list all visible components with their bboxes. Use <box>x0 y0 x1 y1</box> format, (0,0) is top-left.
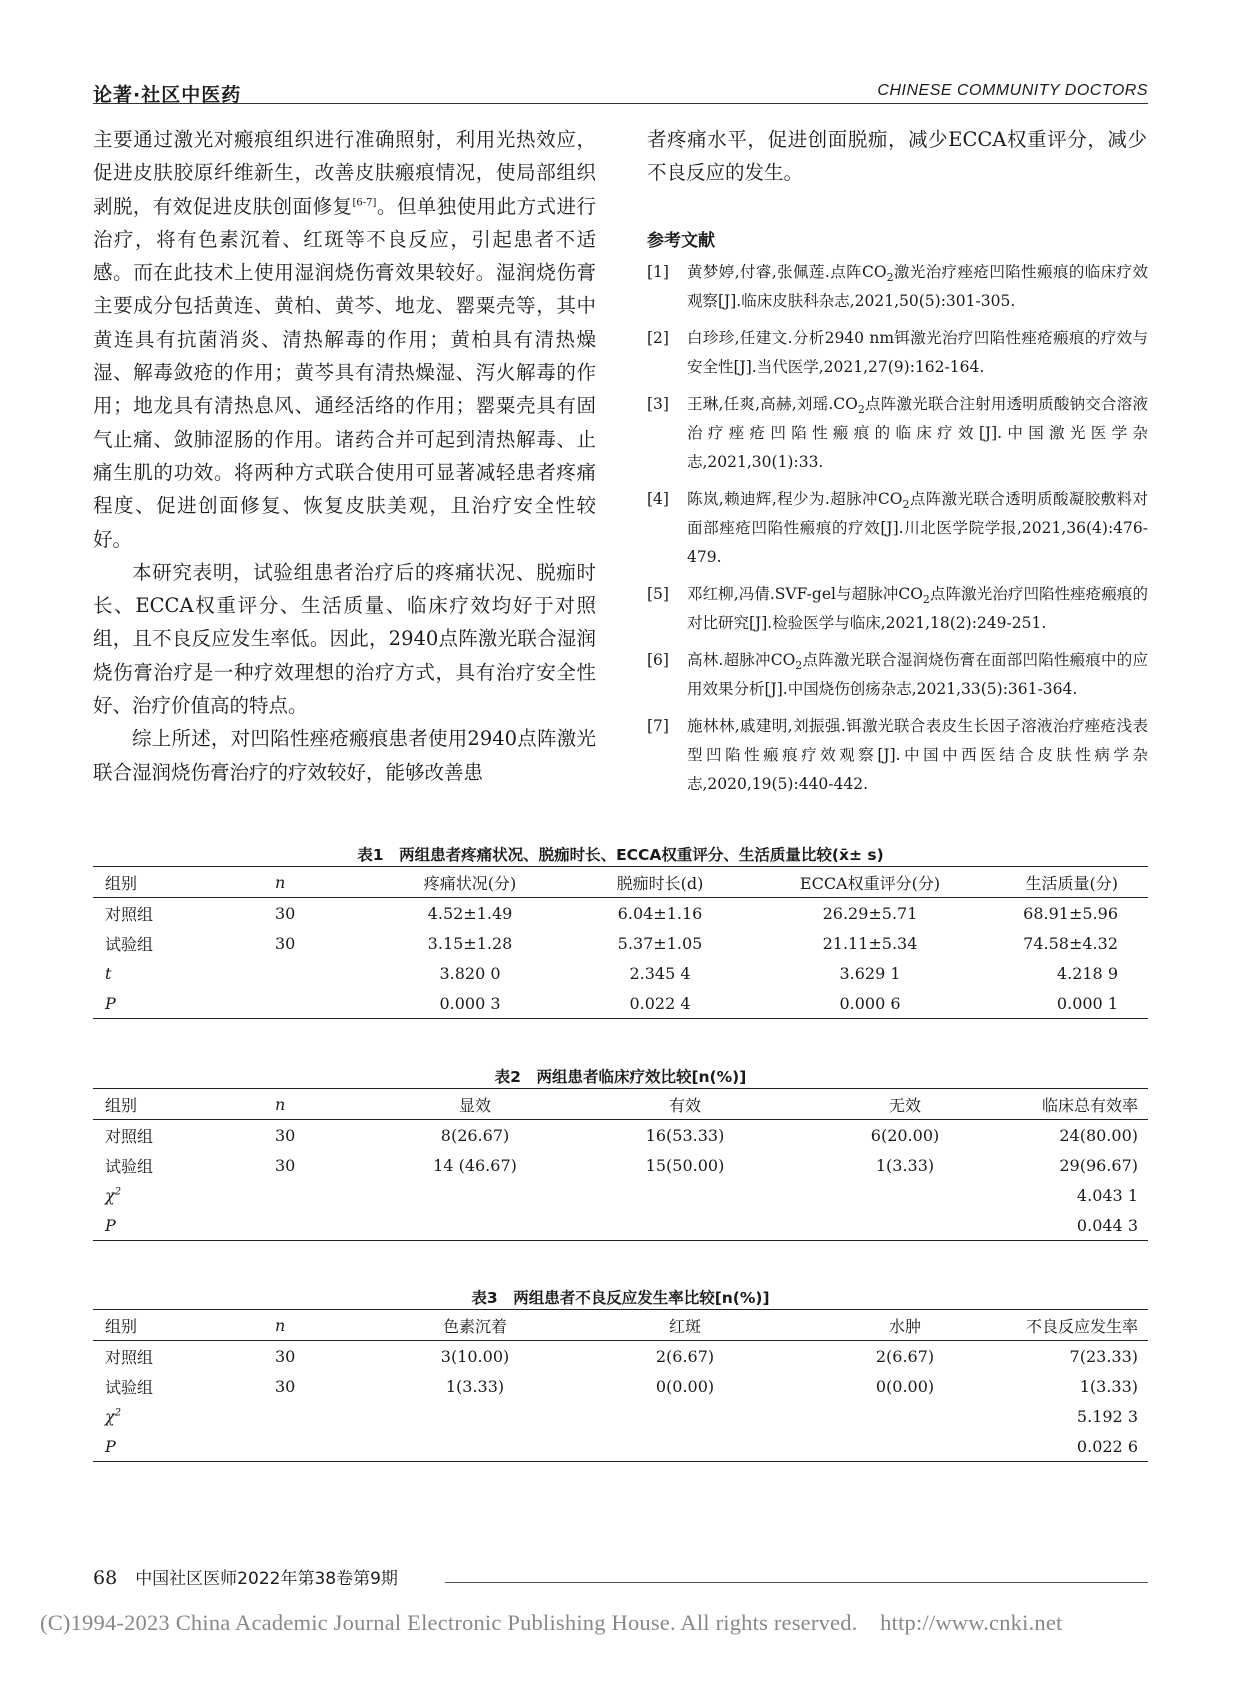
table-row <box>93 1210 1148 1241</box>
reference-number: [5] <box>647 585 669 603</box>
reference-text <box>687 712 1148 799</box>
column-header: n <box>255 867 375 898</box>
table2 <box>93 1088 1148 1241</box>
table-cell: 3.15±1.28 <box>427 933 513 953</box>
column-header: 不良反应发生率 <box>1015 1310 1148 1341</box>
table-cell: 0.044 3 <box>1015 1210 1148 1241</box>
table-cell: 0.000 1 <box>985 988 1148 1019</box>
reference-number: [2] <box>647 329 669 347</box>
table-cell: 30 <box>275 933 296 953</box>
table-cell <box>575 1210 795 1241</box>
table1-body <box>93 898 1148 1019</box>
references-title: 参考文献 <box>647 231 715 251</box>
table-cell <box>93 1401 255 1431</box>
table-row <box>93 958 1148 988</box>
table-cell: 3(10.00) <box>440 1346 510 1366</box>
reference-item <box>647 580 1148 638</box>
table-row <box>93 898 1148 929</box>
table1 <box>93 866 1148 1019</box>
table-cell <box>375 1401 575 1431</box>
table-cell: 0.000 3 <box>375 988 565 1019</box>
journal-section-label: 论著·社区中医药 <box>93 84 242 106</box>
subscript: 2 <box>857 403 865 417</box>
table-cell <box>575 1180 795 1210</box>
superscript: 2 <box>114 1186 122 1198</box>
table-cell: 0.022 6 <box>1015 1431 1148 1462</box>
table-cell: 30 <box>275 1125 296 1145</box>
table-cell <box>375 1180 575 1210</box>
reference-number: [7] <box>647 717 669 735</box>
table-cell: 7(23.33) <box>1069 1346 1138 1366</box>
table-row <box>93 1120 1148 1151</box>
reference-number: [3] <box>647 395 669 413</box>
reference-text-part: 施林林,戚建明,刘振强.铒激光联合表皮生长因子溶液治疗痤疮浅表型凹陷性瘢痕疗效观察[J].中国中西医结合皮肤性病学杂志,2020,19(5):440-442. <box>687 717 1148 793</box>
table-cell: 74.58±4.32 <box>1023 933 1118 953</box>
reference-text <box>687 580 1148 638</box>
reference-text-part: 王琳,任爽,高赫,刘瑶.CO <box>687 395 858 413</box>
table-cell: 2.345 4 <box>629 963 691 983</box>
table-cell: P <box>93 988 255 1019</box>
subscript: 2 <box>886 271 894 285</box>
reference-text <box>687 258 1148 316</box>
table-cell: 30 <box>275 1155 296 1175</box>
table-cell <box>795 1431 1015 1462</box>
paragraph-discussion-1 <box>93 123 596 556</box>
column-header: 组别 <box>93 1310 255 1341</box>
table-cell: 4.043 1 <box>1076 1185 1138 1205</box>
table-cell: 30 <box>275 1346 296 1366</box>
left-column <box>93 123 596 789</box>
chi-symbol: χ <box>105 1185 115 1205</box>
table-cell: 14 (46.67) <box>433 1155 517 1175</box>
table2-caption: 表2 两组患者临床疗效比较[n(%)] <box>494 1068 747 1086</box>
page-footer <box>93 1564 398 1589</box>
table-cell: 对照组 <box>105 1347 154 1367</box>
table-cell: 0(0.00) <box>875 1376 935 1396</box>
column-header: 红斑 <box>575 1310 795 1341</box>
reference-item <box>647 646 1148 704</box>
table-cell: 1(3.33) <box>445 1376 505 1396</box>
table-cell <box>575 1431 795 1462</box>
subscript: 2 <box>795 659 803 673</box>
table3-body <box>93 1341 1148 1462</box>
table-cell: 30 <box>275 1376 296 1396</box>
reference-text-part: 高林.超脉冲CO <box>687 651 796 669</box>
reference-text <box>687 485 1148 572</box>
reference-number: [1] <box>647 263 669 281</box>
table-row <box>93 1341 1148 1372</box>
reference-text-part: 点阵激光联合湿润烧伤膏在面部凹陷性瘢痕中的应用效果分析[J].中国烧伤创疡杂志,2021,33(5):361-364. <box>687 651 1148 698</box>
journal-issue: 中国社区医师2022年第38卷第9期 <box>135 1569 398 1589</box>
reference-item <box>647 485 1148 572</box>
table-cell: 试验组 <box>105 934 154 954</box>
reference-text <box>687 390 1148 477</box>
table-row <box>93 1431 1148 1462</box>
chi-symbol: χ <box>105 1406 115 1426</box>
table2-body <box>93 1120 1148 1241</box>
journal-name-header: CHINESE COMMUNITY DOCTORS <box>877 82 1148 99</box>
subscript: 2 <box>902 498 910 512</box>
reference-text <box>687 324 1148 382</box>
table-cell: P <box>93 1431 255 1462</box>
table-cell: 试验组 <box>105 1156 154 1176</box>
column-header: 水肿 <box>795 1310 1015 1341</box>
subscript: 2 <box>922 593 930 607</box>
table-cell: 30 <box>275 903 296 923</box>
table1-caption: 表1 两组患者疼痛状况、脱痂时长、ECCA权重评分、生活质量比较(x̄± s) <box>357 846 884 864</box>
table-cell <box>255 988 375 1019</box>
column-header: n <box>255 1089 375 1120</box>
table-row <box>93 928 1148 958</box>
reference-item <box>647 712 1148 799</box>
table-cell <box>255 1401 375 1431</box>
reference-text-part: 激光治疗痤疮凹陷性瘢痕的临床疗效观察[J].临床皮肤科杂志,2021,50(5):301-305. <box>687 263 1148 310</box>
table-cell: 2(6.67) <box>875 1346 935 1366</box>
table-cell: 26.29±5.71 <box>822 903 918 923</box>
table-cell <box>575 1401 795 1431</box>
reference-item <box>647 258 1148 316</box>
table-cell: 8(26.67) <box>440 1125 510 1145</box>
reference-text-part: 黄梦婷,付睿,张佩莲.点阵CO <box>687 263 887 281</box>
reference-text-part: 白珍珍,任建文.分析2940 nm铒激光治疗凹陷性痤疮瘢痕的疗效与安全性[J].当代医学,2021,27(9):162-164. <box>687 329 1148 376</box>
table-cell <box>375 1431 575 1462</box>
table-cell: 29(96.67) <box>1059 1155 1138 1175</box>
column-header: 显效 <box>375 1089 575 1120</box>
table-cell <box>795 1401 1015 1431</box>
reference-text-part: 点阵激光治疗凹陷性痤疮瘢痕的对比研究[J].检验医学与临床,2021,18(2):249-251. <box>687 585 1148 632</box>
footer-rule <box>445 1582 1148 1583</box>
table-cell: 3.629 1 <box>839 963 901 983</box>
table-header-row <box>93 867 1148 898</box>
table-row <box>93 1371 1148 1401</box>
table-cell: 0.000 6 <box>755 988 985 1019</box>
paragraph-text: 主要通过激光对瘢痕组织进行准确照射，利用光热效应，促进皮肤胶原纤维新生，改善皮肤瘢痕情况，使局部组织剥脱，有效促进皮肤创面修复 <box>93 128 596 218</box>
column-header: 疼痛状况(分) <box>375 867 565 898</box>
table-header-row <box>93 1089 1148 1120</box>
table-cell: 0.022 4 <box>565 988 755 1019</box>
table-cell: 5.37±1.05 <box>617 933 703 953</box>
table-row <box>93 988 1148 1019</box>
superscript: 2 <box>114 1407 122 1419</box>
reference-number: [6] <box>647 651 669 669</box>
paragraph-discussion-2: 本研究表明，试验组患者治疗后的疼痛状况、脱痂时长、ECCA权重评分、生活质量、临床疗效均好于对照组，且不良反应发生率低。因此，2940点阵激光联合湿润烧伤膏治疗是一种疗效理想的治疗方式，具有治疗安全性好、治疗价值高的特点。 <box>93 560 596 718</box>
copyright-notice: (C)1994-2023 China Academic Journal Electronic Publishing House. All rights reserved. http://www.cnki.net <box>40 1610 1063 1635</box>
table-cell: 试验组 <box>105 1377 154 1397</box>
reference-text-part: 邓红柳,冯倩.SVF-gel与超脉冲CO <box>687 585 923 603</box>
table-cell: 6(20.00) <box>870 1125 940 1145</box>
reference-list <box>647 258 1148 807</box>
column-header: 色素沉着 <box>375 1310 575 1341</box>
table-cell: 6.04±1.16 <box>617 903 703 923</box>
table-cell: t <box>105 963 112 983</box>
reference-number: [4] <box>647 490 669 508</box>
column-header: n <box>255 1310 375 1341</box>
column-header: 无效 <box>795 1089 1015 1120</box>
column-header: 组别 <box>93 867 255 898</box>
table-cell: 1(3.33) <box>1079 1376 1138 1396</box>
page-number: 68 <box>93 1567 118 1589</box>
table-cell: 4.52±1.49 <box>427 903 513 923</box>
table-cell <box>93 1180 255 1210</box>
table-cell: 0(0.00) <box>655 1376 715 1396</box>
table-cell: 15(50.00) <box>645 1155 725 1175</box>
table-cell: 对照组 <box>105 1126 154 1146</box>
column-header: 临床总有效率 <box>1015 1089 1148 1120</box>
table-cell: 68.91±5.96 <box>1023 903 1118 923</box>
reference-item <box>647 324 1148 382</box>
table-cell: 1(3.33) <box>875 1155 935 1175</box>
table3 <box>93 1309 1148 1462</box>
table-cell <box>795 1180 1015 1210</box>
column-header: 组别 <box>93 1089 255 1120</box>
column-header: 脱痂时长(d) <box>565 867 755 898</box>
reference-text <box>687 646 1148 704</box>
table-cell <box>255 1210 375 1241</box>
column-header: 生活质量(分) <box>985 867 1148 898</box>
reference-item <box>647 390 1148 477</box>
table-row <box>93 1401 1148 1431</box>
table-cell <box>255 1180 375 1210</box>
paragraph-conclusion-cont: 者疼痛水平，促进创面脱痂，减少ECCA权重评分，减少不良反应的发生。 <box>647 128 1147 185</box>
reference-text-part: 陈岚,赖迪辉,程少为.超脉冲CO <box>687 490 903 508</box>
table-cell: P <box>93 1210 255 1241</box>
table-cell: 5.192 3 <box>1076 1406 1138 1426</box>
citation-superscript: [6-7] <box>352 197 377 209</box>
table3-caption: 表3 两组患者不良反应发生率比较[n(%)] <box>471 1289 770 1307</box>
column-header: ECCA权重评分(分) <box>755 867 985 898</box>
table-cell <box>255 1431 375 1462</box>
table-row <box>93 1150 1148 1180</box>
table-cell: 2(6.67) <box>655 1346 715 1366</box>
right-column <box>647 123 1147 190</box>
column-header: 有效 <box>575 1089 795 1120</box>
header-rule <box>93 103 1148 104</box>
reference-text-part: 点阵激光联合透明质酸凝胶敷料对面部痤疮凹陷性瘢痕的疗效[J].川北医学院学报,2021,36(4):476-479. <box>687 490 1148 566</box>
table-cell: 24(80.00) <box>1059 1125 1138 1145</box>
reference-text-part: 点阵激光联合注射用透明质酸钠交合溶液治疗痤疮凹陷性瘢痕的临床疗效[J].中国激光医学杂志,2021,30(1):33. <box>687 395 1148 471</box>
table-row <box>93 1180 1148 1210</box>
table-cell <box>255 958 375 988</box>
paragraph-text: 。但单独使用此方式进行治疗，将有色素沉着、红斑等不良反应，引起患者不适感。而在此技术上使用湿润烧伤膏效果较好。湿润烧伤膏主要成分包括黄连、黄柏、黄芩、地龙、罂粟壳等，其中黄连具有抗菌消炎、清热解毒的作用；黄柏具有清热燥湿、解毒敛疮的作用；黄芩具有清热燥湿、泻火解毒的作用；地龙具有清热息风、通经活络的作用；罂粟壳具有固气止痛、敛肺涩肠的作用。诸药合并可起到清热解毒、止痛生肌的功效。将两种方式联合使用可显著减轻患者疼痛程度、促进创面修复、恢复皮肤美观，且治疗安全性较好。 <box>93 194 596 551</box>
table-cell <box>375 1210 575 1241</box>
table-cell: 16(53.33) <box>645 1125 725 1145</box>
table-header-row <box>93 1310 1148 1341</box>
table-cell: 3.820 0 <box>439 963 501 983</box>
table-cell: 4.218 9 <box>1056 963 1118 983</box>
paragraph-conclusion: 综上所述，对凹陷性痤疮瘢痕患者使用2940点阵激光联合湿润烧伤膏治疗的疗效较好，能够改善患 <box>93 727 596 784</box>
table-cell <box>795 1210 1015 1241</box>
table-cell: 对照组 <box>105 904 154 924</box>
table-cell: 21.11±5.34 <box>822 933 918 953</box>
